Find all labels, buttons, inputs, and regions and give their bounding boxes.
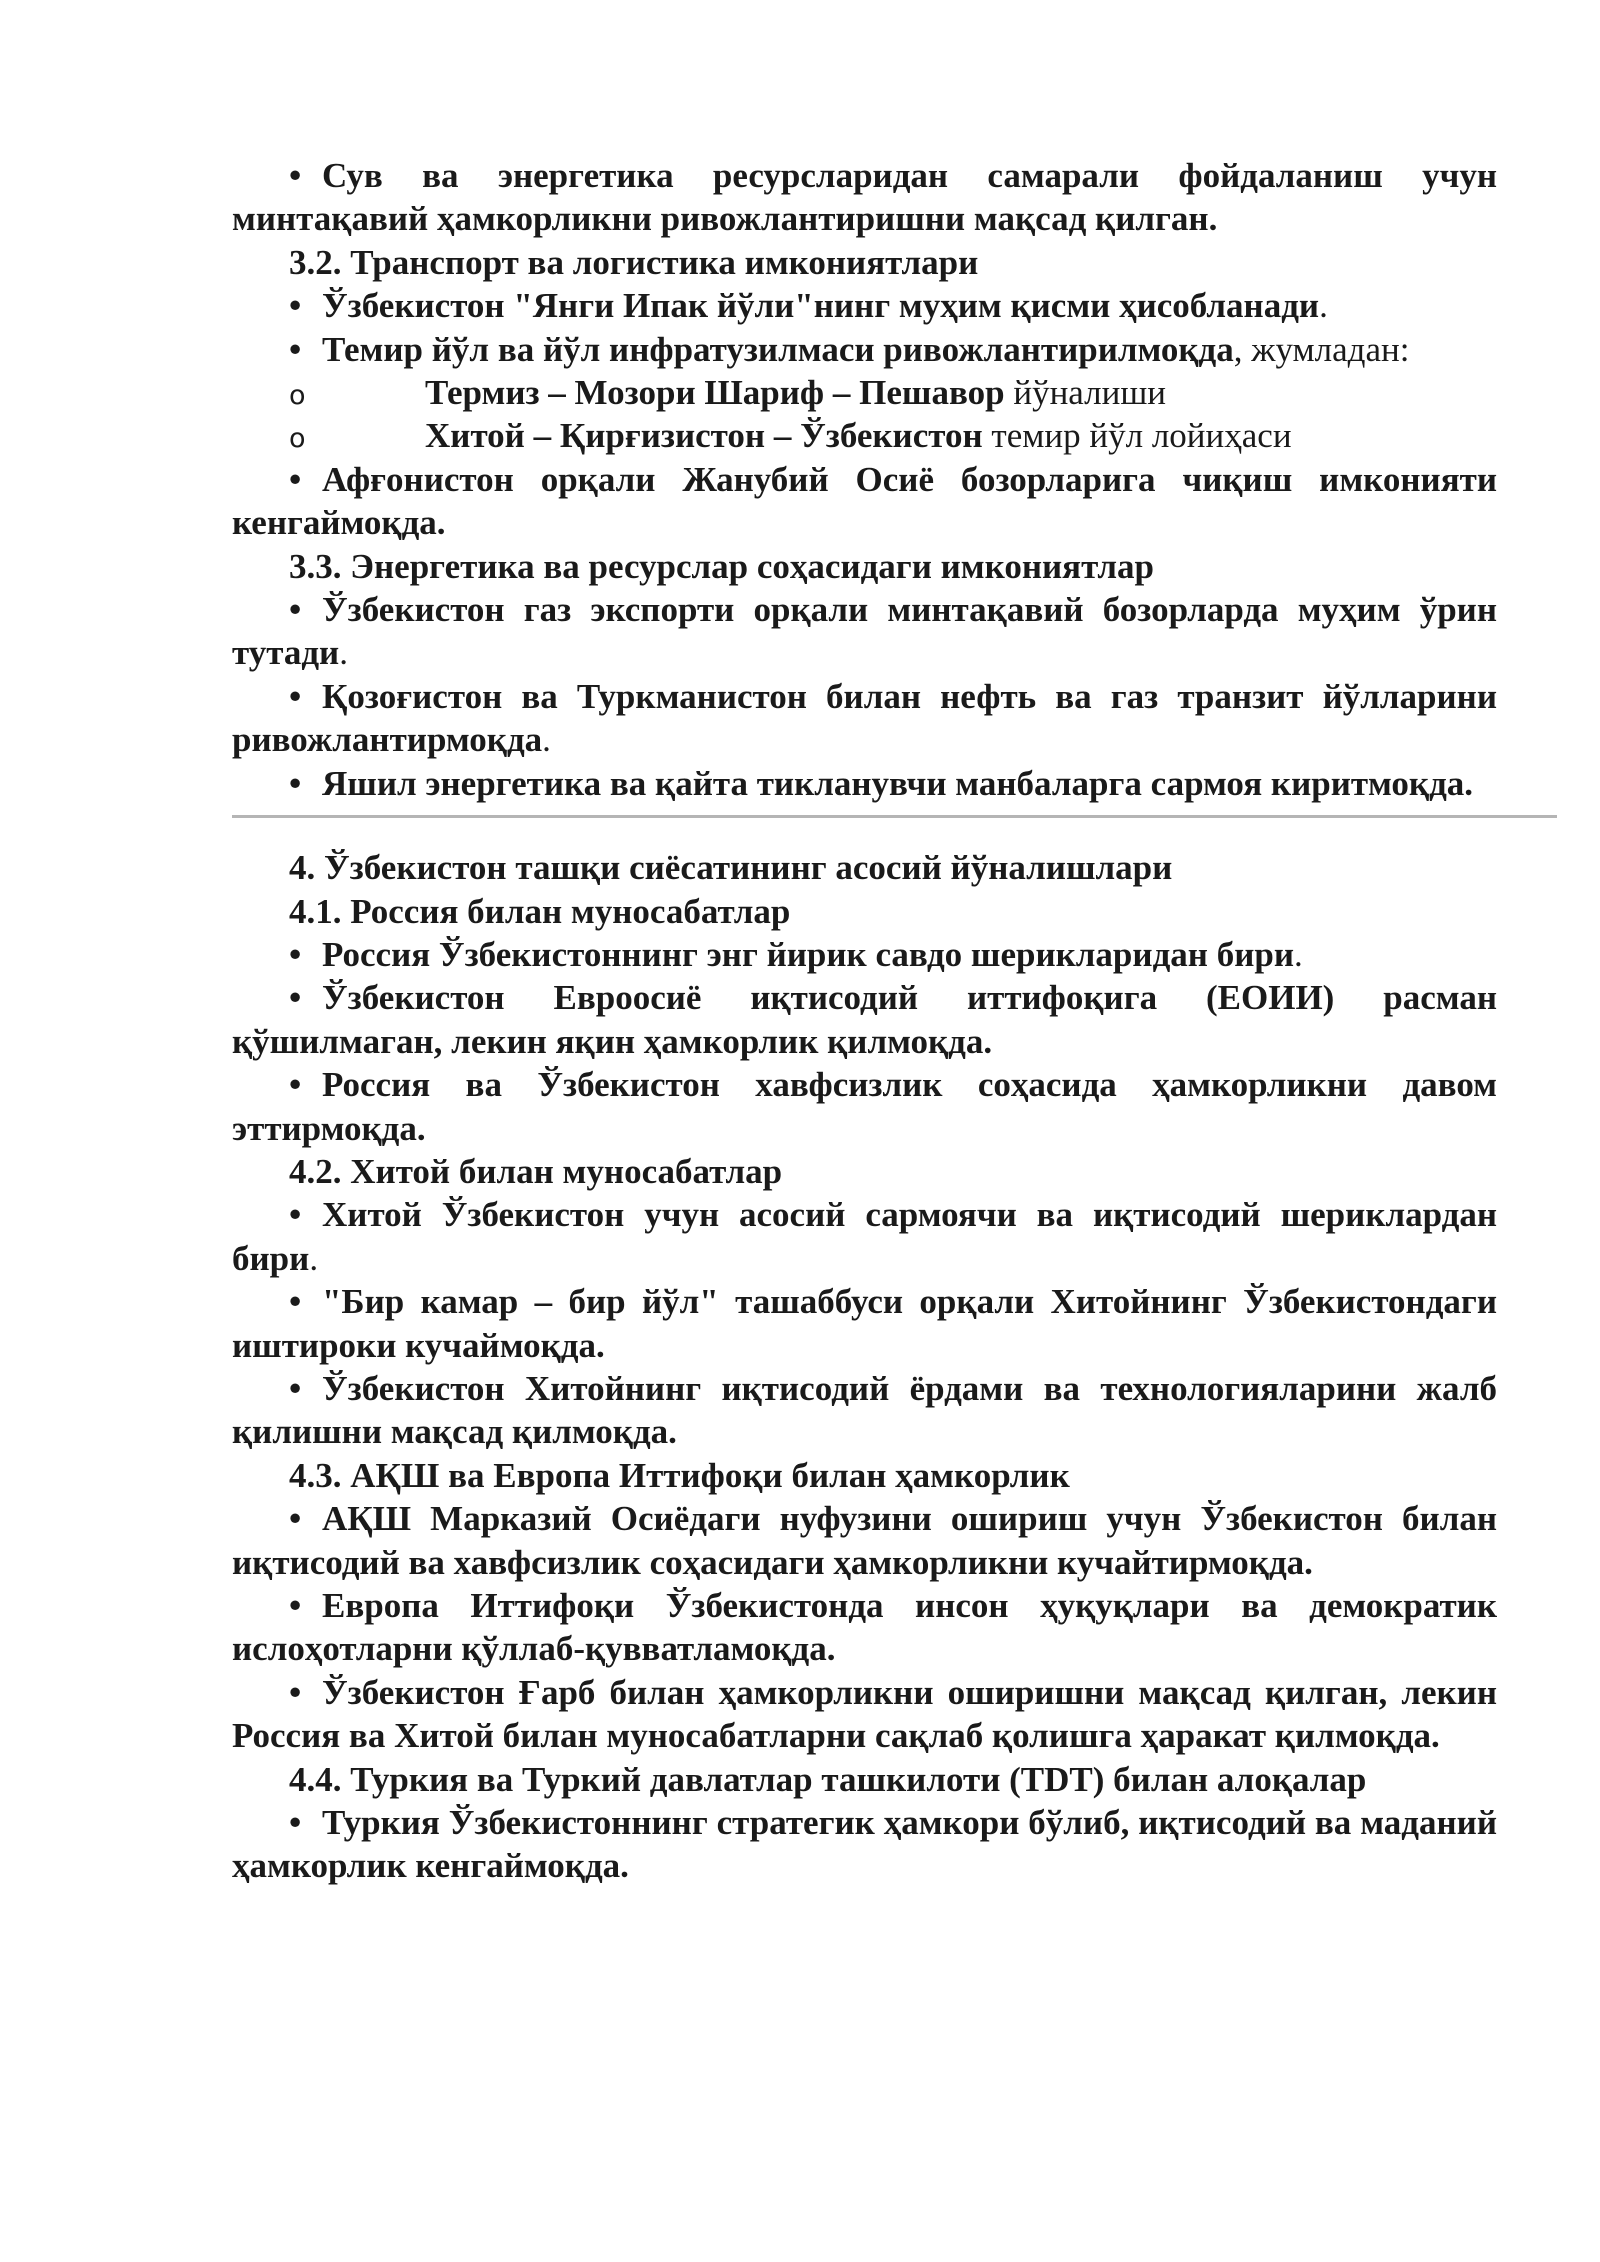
sub-item-bold-text: Термиз – Мозори Шариф – Пешавор — [425, 373, 1005, 413]
bullet-item — [232, 1801, 1497, 1888]
bullet-item — [232, 1280, 1497, 1367]
bullet-bold-text: Ўзбекистон "Янги Ипак йўли"нинг муҳим қисми ҳисобланади — [322, 286, 1320, 326]
section-heading: 3.3. Энергетика ва ресурслар соҳасидаги имкониятлар — [289, 546, 1155, 586]
bullet-item — [232, 1193, 1497, 1280]
bullet-marker: • — [289, 1499, 302, 1539]
bullet-tail-text: . — [542, 720, 551, 760]
document-body — [232, 154, 1497, 1888]
bullet-bold-text: Афғонистон орқали Жанубий Осиё бозорларига чиқиш имконияти кенгаймоқда. — [232, 459, 1497, 543]
bullet-bold-text: Европа Иттифоқи Ўзбекистонда инсон ҳуқуқлари ва демократик ислоҳотларни қўллаб-қувватламоқда. — [232, 1586, 1497, 1669]
bullet-bold-text: Ўзбекистон Евроосиё иқтисодий иттифоқига (ЕОИИ) расман қўшилмаган, лекин яқин ҳамкорлик қилмоқда. — [232, 978, 1497, 1061]
bullet-tail-text: . — [1319, 286, 1328, 326]
bullet-marker: • — [289, 459, 302, 499]
bullet-tail-text: . — [309, 1238, 319, 1278]
bullet-marker: • — [289, 934, 302, 974]
section-heading: 4. Ўзбекистон ташқи сиёсатининг асосий йўналишлари — [289, 848, 1173, 888]
bullet-marker: • — [289, 1672, 302, 1712]
bullet-marker: • — [289, 676, 302, 716]
sub-list-item — [232, 414, 1497, 457]
bullet-marker: • — [289, 286, 302, 326]
bullet-marker: • — [289, 1282, 302, 1322]
bullet-item — [232, 284, 1497, 327]
bullet-item — [232, 933, 1497, 976]
sub-item-bold-text: Хитой – Қирғизистон – Ўзбекистон — [425, 416, 983, 456]
bullet-marker: • — [289, 763, 302, 803]
bullet-bold-text: Қозоғистон ва Туркманистон билан нефть ва газ транзит йўлларини ривожлантирмоқда — [232, 676, 1497, 760]
bullet-bold-text: Темир йўл ва йўл инфратузилмаси ривожлантирилмоқда — [322, 329, 1234, 369]
bullet-bold-text: Хитой Ўзбекистон учун асосий сармоячи ва иқтисодий шериклардан бири — [232, 1195, 1497, 1278]
bullet-marker: • — [289, 1803, 302, 1843]
bullet-item — [232, 675, 1497, 762]
bullet-bold-text: Россия ва Ўзбекистон хавфсизлик соҳасида ҳамкорликни давом эттирмоқда. — [232, 1065, 1497, 1148]
bullet-marker: • — [289, 1368, 302, 1408]
sub-bullet-marker: o — [289, 380, 306, 412]
bullet-bold-text: Россия Ўзбекистоннинг энг йирик савдо шерикларидан бири — [322, 934, 1294, 974]
bullet-bold-text: Туркия Ўзбекистоннинг стратегик ҳамкори бўлиб, иқтисодий ва маданий ҳамкорлик кенгаймоқда. — [232, 1803, 1497, 1886]
bullet-marker: • — [289, 329, 302, 369]
bullet-item — [232, 1063, 1497, 1150]
section-heading: 4.3. АҚШ ва Европа Иттифоқи билан ҳамкорлик — [289, 1455, 1070, 1495]
bullet-marker: • — [289, 1586, 302, 1625]
bullet-bold-text: АҚШ Марказий Осиёдаги нуфузини ошириш учун Ўзбекистон билан иқтисодий ва хавфсизлик соҳасидаги ҳамкорликни кучайтирмоқда. — [232, 1499, 1497, 1582]
bullet-tail-text: . — [339, 633, 348, 673]
bullet-bold-text: Ўзбекистон газ экспорти орқали минтақавий бозорларда муҳим ўрин тутади — [232, 590, 1497, 673]
bullet-item — [232, 154, 1497, 241]
sub-item-tail-text: йўналиши — [1004, 373, 1167, 413]
sub-list-item — [232, 371, 1497, 414]
sub-bullet-marker: o — [289, 423, 306, 455]
section-heading: 4.1. Россия билан муносабатлар — [289, 891, 791, 931]
bullet-bold-text: Ўзбекистон Хитойнинг иқтисодий ёрдами ва технологияларини жалб қилишни мақсад қилмоқда. — [232, 1368, 1497, 1452]
bullet-item — [232, 976, 1497, 1063]
bullet-bold-text: Ўзбекистон Ғарб билан ҳамкорликни оширишни мақсад қилган, лекин Россия ва Хитой билан муносабатларни сақлаб қолишга ҳаракат қилмоқда. — [232, 1672, 1497, 1756]
sub-item-tail-text: темир йўл лойиҳаси — [982, 416, 1292, 456]
section-heading: 4.4. Туркия ва Туркий давлатлар ташкилоти (TDT) билан алоқалар — [289, 1759, 1367, 1799]
bullet-tail-text: . — [1294, 934, 1303, 974]
bullet-bold-text: "Бир камар – бир йўл" ташаббуси орқали Хитойнинг Ўзбекистондаги иштироки кучаймоқда. — [232, 1282, 1497, 1365]
bullet-item — [232, 1367, 1497, 1454]
bullet-bold-text: Яшил энергетика ва қайта тикланувчи манбаларга сармоя киритмоқда. — [322, 763, 1474, 803]
bullet-tail-text: , жумладан: — [1233, 329, 1410, 369]
bullet-marker: • — [289, 590, 302, 630]
bullet-marker: • — [289, 1065, 302, 1105]
section-heading: 3.2. Транспорт ва логистика имкониятлари — [289, 242, 979, 282]
bullet-item — [232, 1671, 1497, 1758]
bullet-item — [232, 328, 1497, 371]
section-heading: 4.2. Хитой билан муносабатлар — [289, 1151, 783, 1191]
bullet-marker: • — [289, 156, 302, 195]
bullet-bold-text: Сув ва энергетика ресурсларидан самарали фойдаланиш учун минтақавий ҳамкорликни ривожлантиришни мақсад қилган. — [232, 156, 1497, 239]
bullet-item — [232, 1584, 1497, 1671]
bullet-marker: • — [289, 978, 302, 1018]
bullet-item — [232, 588, 1497, 675]
bullet-item — [232, 458, 1497, 545]
bullet-item — [232, 1497, 1497, 1584]
section-divider — [232, 815, 1557, 818]
bullet-item — [232, 762, 1497, 805]
bullet-marker: • — [289, 1195, 302, 1235]
